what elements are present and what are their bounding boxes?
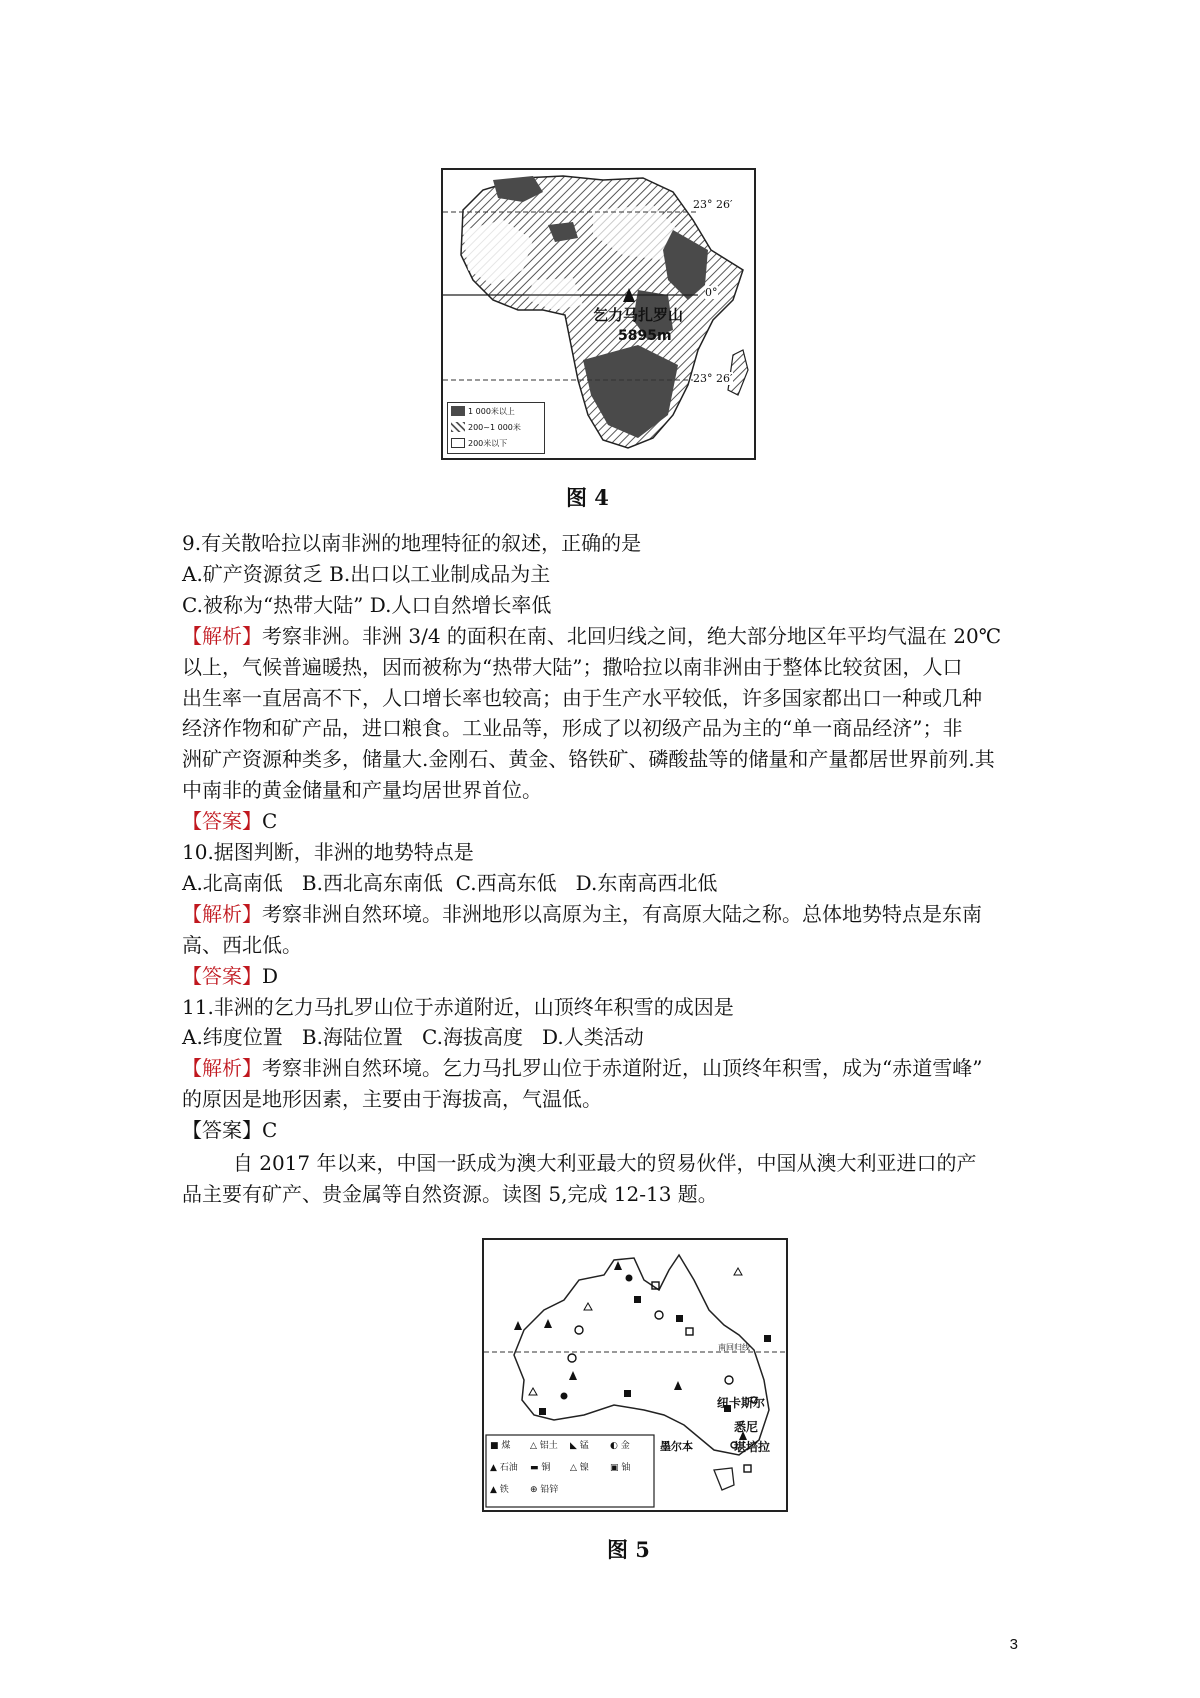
page-number: 3 [1009,1636,1018,1653]
legend-box [447,402,545,454]
line-text: C.被称为“热带大陆” D.人口自然增长率低 [182,592,552,617]
text-line [182,806,277,836]
line-text: 中南非的黄金储量和产量均居世界首位。 [182,778,542,803]
australia-outline [514,1255,769,1455]
section-label: 【答案】 [182,809,262,834]
section-label: 【解析】 [182,623,262,648]
text-line [182,528,641,558]
text-line [182,744,995,774]
legend-low: 200米以下 [468,438,508,448]
line-text: 11.非洲的乞力马扎罗山位于赤道附近，山顶终年积雪的成因是 [182,994,734,1019]
city-newcastle: 纽卡斯尔 [717,1396,766,1410]
mountain-name: 乞力马扎罗山 [593,306,684,324]
legend-oil: ▲ 石油 [490,1463,518,1473]
line-text: 自 2017 年以来，中国一跃成为澳大利亚最大的贸易伙伴，中国从澳大利亚进口的产 [182,1151,977,1175]
line-text: 经济作物和矿产品，进口粮食。工业品等，形成了以初级产品为主的“单一商品经济”；非 [182,716,963,741]
mineral-legend [490,1438,652,1495]
line-text: C [262,809,278,834]
text-line [182,961,278,991]
legend-uranium: ▣ 铀 [610,1463,631,1473]
legend-nickel: △ 镍 [570,1463,589,1473]
legend-manganese: ◣ 锰 [570,1441,589,1451]
line-text: A.北高南低 B.西北高东南低 C.西高东低 D.东南高西北低 [182,870,718,895]
legend-gold: ◐ 金 [610,1441,630,1451]
tropic-south-label: 23° 26′ [693,372,733,385]
mountain-height: 5895m [618,328,672,344]
city-canberra: 堪培拉 [734,1440,771,1454]
text-line [182,899,982,929]
text-line [182,1053,982,1083]
text-line [182,1022,644,1052]
legend-high: 1 000米以上 [468,406,515,416]
text-line [182,652,962,682]
legend-mid: 200~1 000米 [468,422,521,432]
text-line [182,775,542,805]
line-text: 出生率一直居高不下，人口增长率也较高；由于生产水平较低，许多国家都出口一种或几种 [182,685,982,710]
line-text: A.矿产资源贫乏 B.出口以工业制成品为主 [182,561,551,586]
line-text: 考察非洲。非洲 3/4 的面积在南、北回归线之间，绝大部分地区年平均气温在 20℃ [262,623,1002,648]
line-text: 以上，气候普遍暖热，因而被称为“热带大陆”；撒哈拉以南非洲由于整体比较贫困，人口 [182,654,963,679]
tropic-label: 南回归线 [718,1343,750,1352]
text-line [182,1148,976,1178]
legend-iron: ▲ 铁 [490,1485,509,1495]
text-line [182,621,1001,651]
australia-map-figure [482,1238,788,1512]
line-text: A.纬度位置 B.海陆位置 C.海拔高度 D.人类活动 [182,1025,644,1050]
section-label: 【解析】 [182,901,262,926]
text-line [182,713,962,743]
line-text: 考察非洲自然环境。非洲地形以高原为主，有高原大陆之称。总体地势特点是东南 [262,901,982,926]
tropic-north-label: 23° 26′ [693,198,733,211]
line-text: 高、西北低。 [182,932,302,957]
text-line [182,590,551,620]
section-label: 【解析】 [182,1056,262,1081]
text-line [182,992,734,1022]
text-line [182,1115,277,1145]
text-line [182,837,474,867]
text-line [182,559,550,589]
text-line [182,1179,718,1209]
line-text: 品主要有矿产、贵金属等自然资源。读图 5,完成 12-13 题。 [182,1181,718,1206]
section-label: 【答案】 [182,963,262,988]
fig4-caption: 图 4 [566,485,609,510]
line-text: 的原因是地形因素，主要由于海拔高，气温低。 [182,1087,602,1112]
line-text: 9.有关散哈拉以南非洲的地理特征的叙述，正确的是 [182,531,642,555]
text-line [182,1084,602,1114]
line-text: 考察非洲自然环境。乞力马扎罗山位于赤道附近，山顶终年积雪，成为“赤道雪峰” [262,1056,983,1081]
africa-map-figure [441,168,756,460]
line-text: 洲矿产资源种类多，储量大.金刚石、黄金、铬铁矿、磷酸盐等的储量和产量都居世界前列.其 [182,747,995,772]
legend-leadzinc: ⊕ 铅锌 [530,1485,559,1495]
legend-bauxite: △ 铝土 [530,1441,558,1451]
text-line [182,930,302,960]
city-melbourne: 墨尔本 [660,1440,693,1453]
section-label: 【答案】 [182,1118,262,1143]
equator-label: 0° [705,286,718,299]
legend-coal: ■ 煤 [490,1441,511,1451]
text-line [182,683,982,713]
legend-copper: ▬ 铜 [530,1463,551,1473]
line-text: C [262,1118,278,1143]
text-line [182,868,717,898]
city-sydney: 悉尼 [734,1420,759,1434]
line-text: D [262,963,279,988]
fig5-caption: 图 5 [607,1537,650,1562]
line-text: 10.据图判断，非洲的地势特点是 [182,840,474,864]
